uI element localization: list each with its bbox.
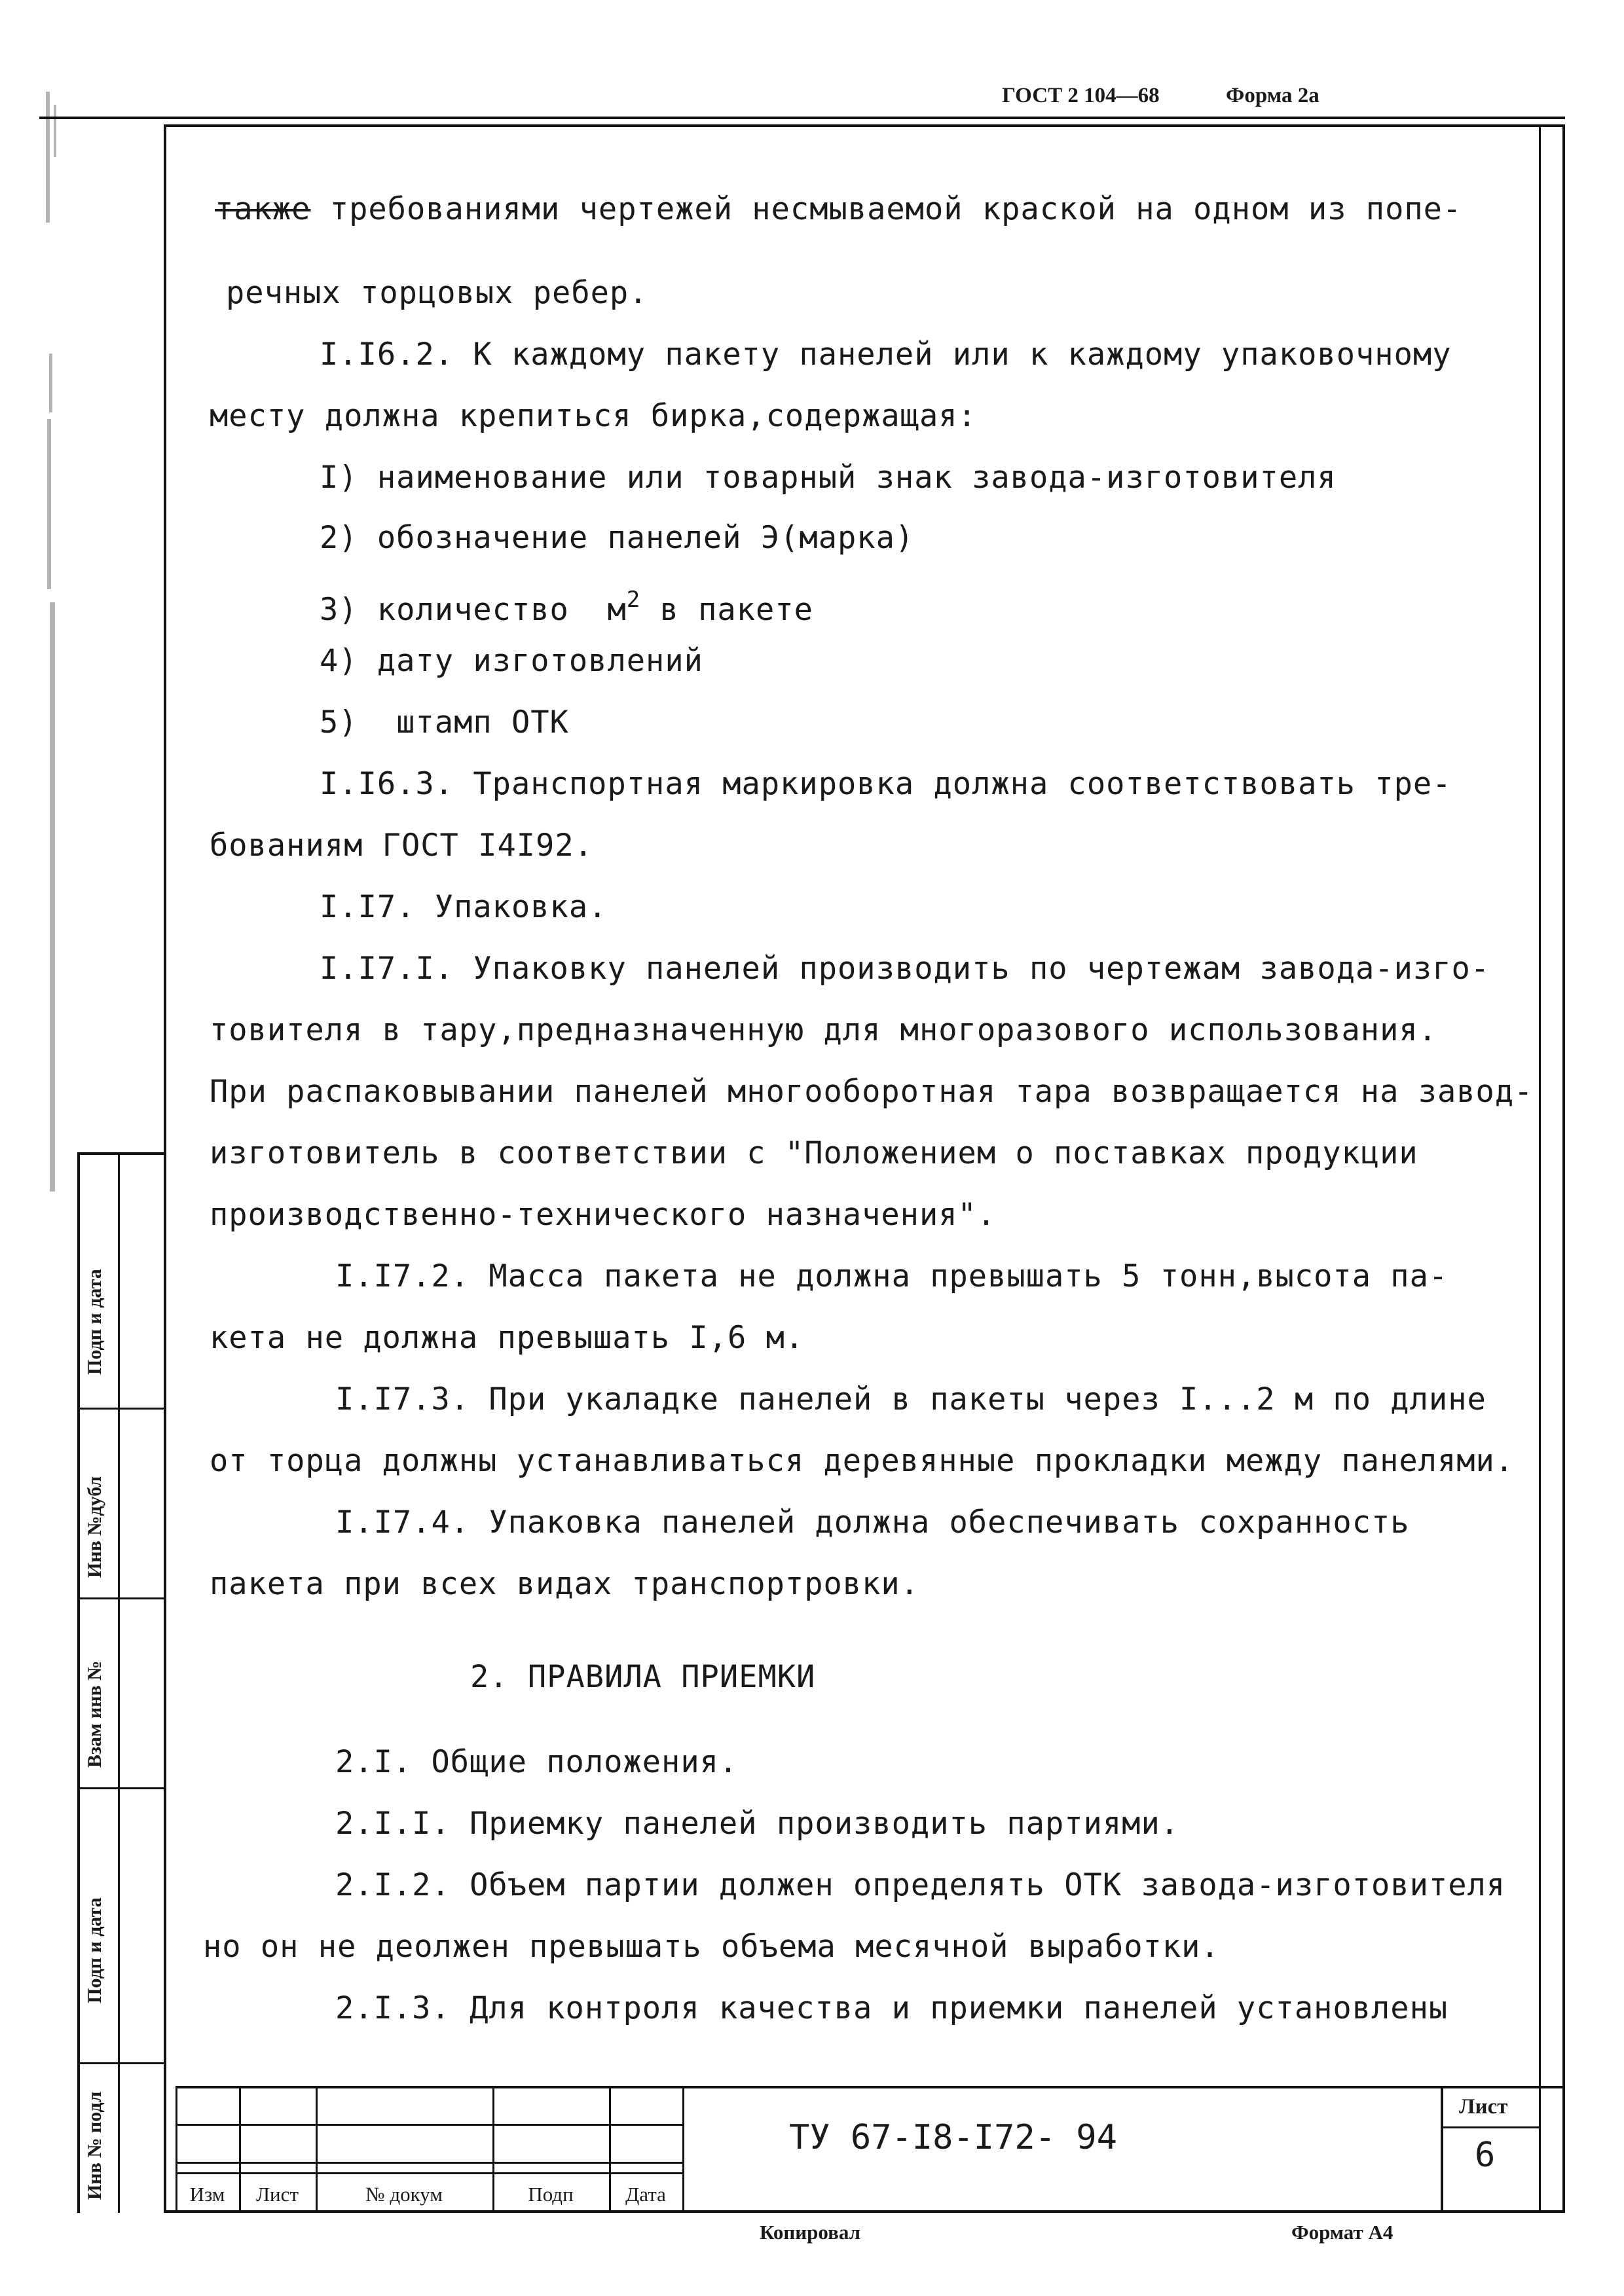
document-code: ТУ 67-I8-I72- 94 — [789, 2118, 1117, 2157]
side-strip-sep — [77, 2062, 166, 2064]
body-line: 2.I.2. Объем партии должен определять ОТК завода-изготовителя — [335, 1867, 1506, 1903]
body-line: 5) штамп ОТК — [320, 704, 569, 740]
sheet-label: Лист — [1459, 2095, 1508, 2119]
body-line: 4) дату изготовлений — [320, 643, 703, 679]
body-line: 2) обозначение панелей Э(марка) — [320, 520, 915, 556]
header-rule — [39, 117, 1565, 119]
side-strip-sep — [77, 1597, 166, 1599]
footer-copied: Копировал — [760, 2221, 861, 2244]
body-line: изготовитель в соответствии с "Положением о поставках продукции — [210, 1135, 1418, 1171]
section-heading: 2. ПРАВИЛА ПРИЕМКИ — [470, 1659, 816, 1695]
title-block-top — [175, 2086, 1565, 2088]
body-line: также требованиями чертежей несмываемой краской на одном из попе- — [215, 191, 1462, 227]
body-line: I.I6.2. К каждому пакету панелей или к каждому упаковочному — [320, 337, 1452, 373]
body-line: I) наименование или товарный знак завода-изготовителя — [320, 460, 1337, 496]
struck-word: также — [215, 191, 311, 227]
side-strip-divider — [118, 1152, 120, 2213]
col-list: Лист — [256, 2183, 299, 2206]
sheet-number: 6 — [1475, 2136, 1496, 2175]
side-strip-top — [77, 1152, 166, 1155]
body-line: 3) количество $м^2$ в пакете — [320, 587, 813, 628]
body-line: I.I7.2. Масса пакета не должна превышать 5 тонн,высота па- — [335, 1258, 1449, 1294]
body-line: бованиям ГОСТ I4I92. — [210, 828, 593, 864]
body-line: I.I7. Упаковка. — [320, 889, 608, 925]
body-line: I.I6.3. Транспортная маркировка должна соответствовать тре- — [320, 766, 1452, 802]
side-label-podp-data: Подп и дата — [84, 1269, 105, 1375]
body-line: При распаковывании панелей многооборотная тара возвращается на завод- — [210, 1074, 1534, 1110]
grid-line — [682, 2086, 684, 2213]
frame-inner-right — [1539, 124, 1541, 2213]
side-label-inv-podl: Инв № подл — [84, 2091, 105, 2200]
form-label: Форма 2а — [1226, 84, 1320, 107]
col-data: Дата — [625, 2183, 666, 2206]
grid-line — [175, 2162, 682, 2164]
body-line: 2.I. Общие положения. — [335, 1744, 739, 1780]
side-strip-sep — [77, 1408, 166, 1410]
side-label-podp-data-2: Подп и дата — [84, 1897, 105, 2003]
body-line: от торца должны устанавливаться деревянные прокладки между панелями. — [210, 1443, 1515, 1479]
body-line: товителя в тару,предназначенную для многоразового использования. — [210, 1012, 1437, 1048]
body-line: I.I7.4. Упаковка панелей должна обеспечивать сохранность — [335, 1504, 1410, 1540]
body-line: пакета при всех видах транспортровки. — [210, 1566, 919, 1602]
body-line: но он не деолжен превышать объема месячной выработки. — [203, 1929, 1220, 1965]
col-podp: Подп — [528, 2183, 574, 2206]
grid-line — [175, 2172, 682, 2174]
body-line: производственно-технического назначения". — [210, 1197, 997, 1233]
sheet-box-sep — [1441, 2126, 1539, 2128]
side-label-vzam-inv: Взам инв № — [84, 1660, 105, 1768]
scan-artifact — [47, 419, 51, 589]
body-line: I.I7.3. При укаладке панелей в пакеты через I...2 м по длине — [335, 1381, 1486, 1417]
body-line: кета не должна превышать I,6 м. — [210, 1320, 805, 1356]
superscript: 2 — [626, 587, 641, 613]
body-line: 2.I.3. Для контроля качества и приемки панелей установлены — [335, 1990, 1449, 2026]
sheet-box-left — [1441, 2086, 1443, 2213]
side-strip-outer — [77, 1152, 80, 2213]
scan-artifact — [50, 602, 55, 1192]
col-izm: Изм — [189, 2183, 225, 2206]
scan-artifact — [46, 92, 50, 223]
body-line: I.I7.I. Упаковку панелей производить по чертежам завода-изго- — [320, 951, 1490, 987]
body-line: речных торцовых ребер. — [226, 275, 648, 311]
side-strip-sep — [77, 1787, 166, 1789]
gost-standard: ГОСТ 2 104—68 — [1002, 84, 1160, 107]
col-dokum: № докум — [365, 2183, 443, 2206]
scan-artifact — [49, 354, 52, 412]
scan-artifact — [54, 105, 56, 157]
grid-line — [175, 2124, 682, 2126]
footer-format: Формат А4 — [1291, 2221, 1393, 2244]
side-label-inv-dubl: Инв №дубл — [84, 1476, 105, 1578]
body-line: 2.I.I. Приемку панелей производить партиями. — [335, 1806, 1180, 1842]
body-line: месту должна крепиться бирка,содержащая: — [210, 398, 977, 434]
